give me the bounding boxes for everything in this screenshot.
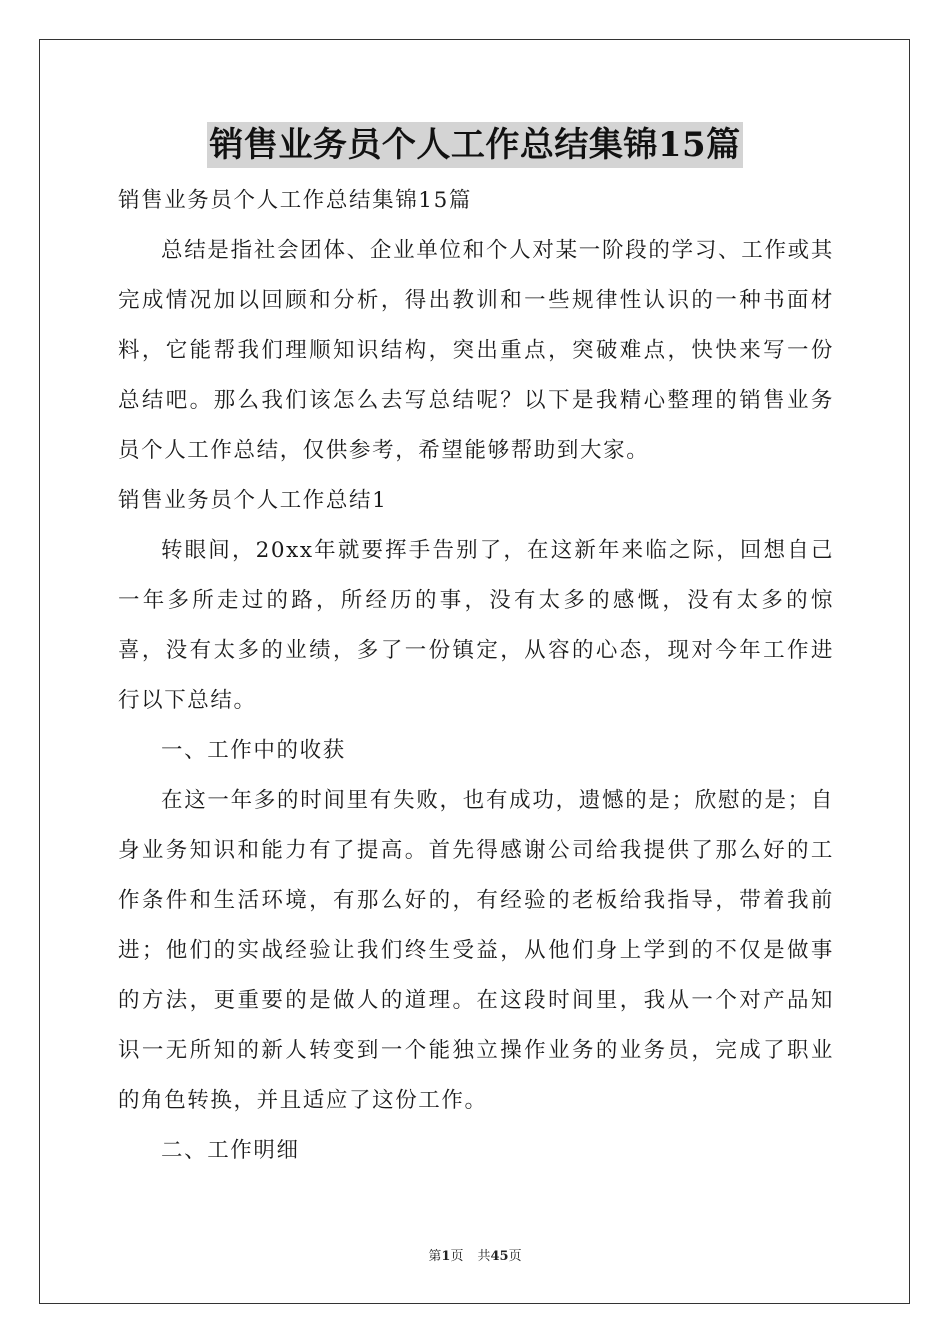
subheading-details: 二、工作明细 [161,1138,300,1163]
subheading-gains: 一、工作中的收获 [161,738,346,763]
paragraph-opening: 转眼间，20xx年就要挥手告别了，在这新年来临之际，回想自己一年多所走过的路，所经历的事，没有太多的感慨，没有太多的惊喜，没有太多的业绩，多了一份镇定，从容的心态，现对今年工作进行以下总结。 [118,538,834,713]
document-title: 销售业务员个人工作总结集锦15篇 [207,122,742,168]
page-current: 1 [441,1249,451,1264]
total-prefix: 共 [477,1249,491,1264]
paragraph-subtitle: 销售业务员个人工作总结集锦15篇 [118,188,472,213]
document-body [118,176,834,1176]
page-total: 45 [490,1249,509,1264]
page-suffix: 页 [450,1249,464,1264]
page-footer [0,1248,950,1266]
section-heading-1: 销售业务员个人工作总结1 [118,488,388,513]
paragraph-intro: 总结是指社会团体、企业单位和个人对某一阶段的学习、工作或其完成情况加以回顾和分析，得出教训和一些规律性认识的一种书面材料，它能帮我们理顺知识结构，突出重点，突破难点，快快来写一份总结吧。那么我们该怎么去写总结呢？以下是我精心整理的销售业务员个人工作总结，仅供参考，希望能够帮助到大家。 [118,238,834,463]
title-container [0,122,950,168]
page-prefix: 第 [428,1249,442,1264]
paragraph-gains: 在这一年多的时间里有失败，也有成功，遗憾的是；欣慰的是；自身业务知识和能力有了提高。首先得感谢公司给我提供了那么好的工作条件和生活环境，有那么好的，有经验的老板给我指导，带着我前进；他们的实战经验让我们终生受益，从他们身上学到的不仅是做事的方法，更重要的是做人的道理。在这段时间里，我从一个对产品知识一无所知的新人转变到一个能独立操作业务的业务员，完成了职业的角色转换，并且适应了这份工作。 [118,788,834,1113]
total-suffix: 页 [508,1249,522,1264]
